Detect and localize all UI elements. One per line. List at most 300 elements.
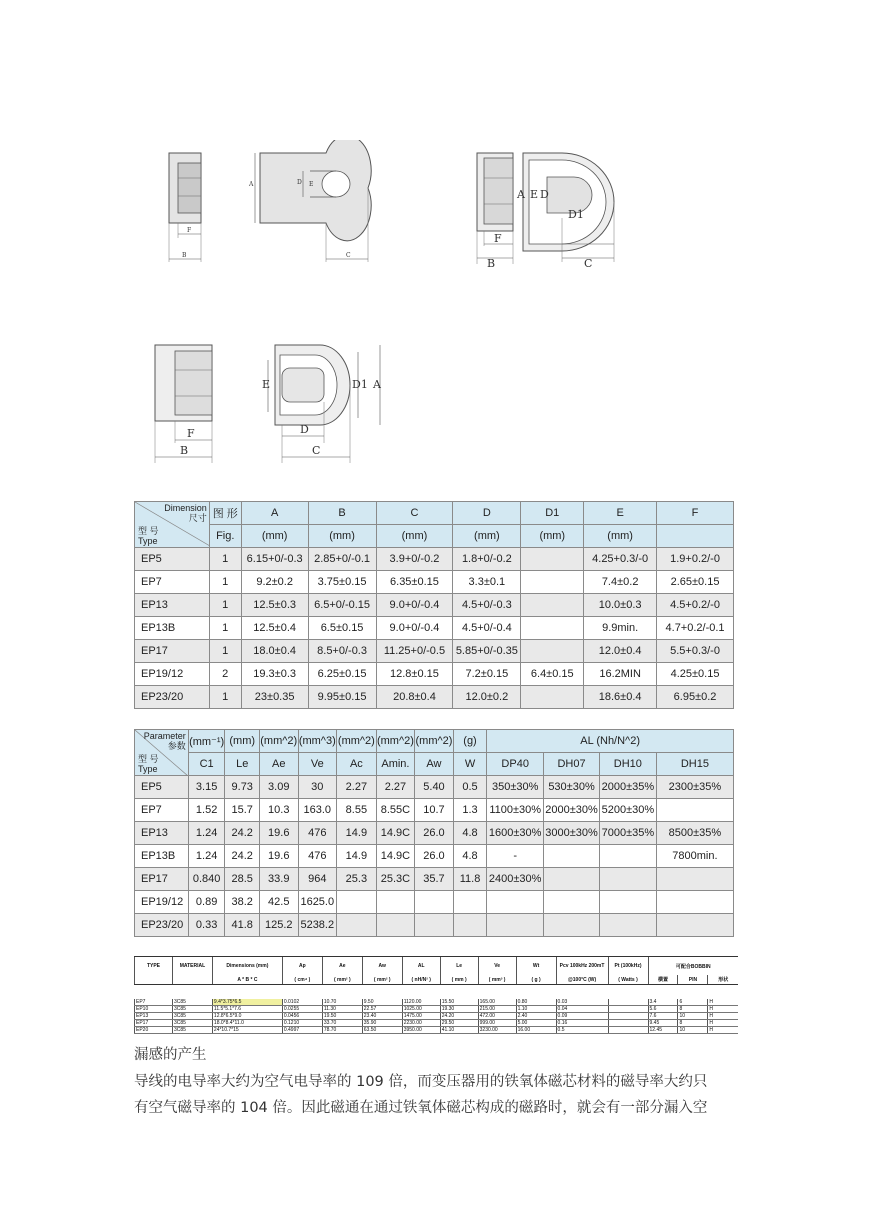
value-cell: 11.25+0/-0.5 [376, 640, 453, 663]
value-cell: 3.9+0/-0.2 [376, 548, 453, 571]
spec-table [134, 956, 738, 1034]
subheader-cell: Ae [259, 753, 298, 776]
value-cell: 7.4±0.2 [584, 571, 657, 594]
fig-subheader: Fig. [209, 525, 241, 548]
value-cell: 33.9 [259, 868, 298, 891]
spec-cell: 9.45 [648, 1020, 678, 1027]
spec-subheader-cell [172, 975, 212, 985]
spec-cell: H [708, 1020, 738, 1027]
value-cell: 7800min. [656, 845, 733, 868]
value-cell: 3.15 [188, 776, 225, 799]
value-cell: 19.6 [259, 822, 298, 845]
dim-f-label: F [187, 427, 195, 440]
value-cell: 7.2±0.15 [453, 663, 521, 686]
table-row [135, 1020, 739, 1027]
ep-core-drawing-fig2 [470, 140, 630, 270]
spec-header-cell: MATERIAL [172, 957, 212, 976]
value-cell: 12.0±0.4 [584, 640, 657, 663]
value-cell: 476 [298, 845, 337, 868]
value-cell: 5.85+0/-0.35 [453, 640, 521, 663]
value-cell: 11.8 [453, 868, 487, 891]
spec-table-body [135, 999, 739, 1034]
spec-cell: 0.1210 [282, 1020, 322, 1027]
value-cell: 23±0.35 [241, 686, 308, 709]
value-cell [376, 914, 415, 937]
value-cell: 2.65±0.15 [657, 571, 734, 594]
value-cell: 1.24 [188, 822, 225, 845]
value-cell: 2000±35% [599, 776, 656, 799]
value-cell: 1600±30% [487, 822, 544, 845]
spec-cell: 33.70 [322, 1020, 362, 1027]
unit-cell: (mm) [241, 525, 308, 548]
spec-cell: 9.50 [362, 999, 402, 1006]
value-cell: 30 [298, 776, 337, 799]
value-cell: 1.52 [188, 799, 225, 822]
subheader-cell: DH10 [599, 753, 656, 776]
value-cell: 9.9min. [584, 617, 657, 640]
fig-cell: 1 [209, 686, 241, 709]
unit-cell: (mm^2) [415, 730, 454, 753]
dim-d1-label: D1 [352, 378, 368, 391]
value-cell [521, 548, 584, 571]
value-cell: 9.0+0/-0.4 [376, 594, 453, 617]
spec-cell: 10 [678, 1027, 708, 1034]
fig-cell: 1 [209, 571, 241, 594]
subheader-cell: W [453, 753, 487, 776]
spec-cell [608, 1020, 648, 1027]
value-cell: 0.89 [188, 891, 225, 914]
value-cell: 9.2±0.2 [241, 571, 308, 594]
value-cell: 6.25±0.15 [308, 663, 376, 686]
value-cell: 9.95±0.15 [308, 686, 376, 709]
value-cell [521, 594, 584, 617]
value-cell: 19.6 [259, 845, 298, 868]
value-cell [599, 868, 656, 891]
value-cell: 25.3C [376, 868, 415, 891]
corner-top-label: Parameter 参数 [143, 731, 186, 751]
spec-cell: 5.00 [516, 1020, 556, 1027]
dim-c-label: C [584, 257, 593, 270]
value-cell: 14.9C [376, 822, 415, 845]
value-cell: 18.6±0.4 [584, 686, 657, 709]
value-cell: 28.5 [225, 868, 260, 891]
spec-cell [608, 1006, 648, 1013]
value-cell [656, 799, 733, 822]
table-row [135, 548, 734, 571]
table-row [135, 799, 734, 822]
value-cell: 25.3 [337, 868, 377, 891]
table-row [135, 594, 734, 617]
value-cell [487, 891, 544, 914]
col-header: D [453, 502, 521, 525]
spec-cell: 10 [678, 1013, 708, 1020]
spec-cell: 16.00 [516, 1027, 556, 1034]
dim-d1-label: D1 [568, 208, 584, 221]
value-cell: 7000±35% [599, 822, 656, 845]
value-cell: 4.8 [453, 845, 487, 868]
spec-cell: 12.45 [648, 1027, 678, 1034]
value-cell: 35.7 [415, 868, 454, 891]
spec-subheader-cell: ( Watts ) [608, 975, 648, 985]
table-row [135, 845, 734, 868]
type-cell: EP13 [135, 594, 210, 617]
spec-cell: 3C85 [172, 1006, 212, 1013]
value-cell: 14.9 [337, 845, 377, 868]
value-cell: 14.9 [337, 822, 377, 845]
value-cell: 16.2MIN [584, 663, 657, 686]
table-row [135, 663, 734, 686]
value-cell: 12.5±0.3 [241, 594, 308, 617]
value-cell: 26.0 [415, 822, 454, 845]
dim-a-label: A [249, 181, 254, 188]
spec-cell: 2230.00 [402, 1020, 440, 1027]
value-cell [544, 914, 600, 937]
value-cell: 12.5±0.4 [241, 617, 308, 640]
table-row [135, 868, 734, 891]
value-cell: 4.5+0/-0.4 [453, 617, 521, 640]
type-cell: EP5 [135, 776, 189, 799]
fig-cell: 1 [209, 594, 241, 617]
value-cell: 6.15+0/-0.3 [241, 548, 308, 571]
table-row [135, 891, 734, 914]
unit-cell: (mm^3) [298, 730, 337, 753]
table-row [135, 1006, 739, 1013]
subheader-cell: Le [225, 753, 260, 776]
spec-cell: 63.50 [362, 1027, 402, 1034]
value-cell: 8500±35% [656, 822, 733, 845]
spec-header-cell: Pcv 100kHz 200mT [556, 957, 608, 976]
spec-cell: 2.40 [516, 1013, 556, 1020]
value-cell: 0.33 [188, 914, 225, 937]
parameter-table-body [135, 776, 734, 937]
ep-core-drawing-fig3 [140, 330, 400, 470]
spec-cell: 3C85 [172, 1027, 212, 1034]
value-cell: 14.9C [376, 845, 415, 868]
fig-header: 图 形 [209, 502, 241, 525]
spec-cell: EP20 [135, 1027, 173, 1034]
ep-core-drawing-fig1 [160, 140, 400, 270]
spec-subheader-cell: 横置 [648, 975, 678, 985]
spec-cell: H [708, 1006, 738, 1013]
value-cell [599, 914, 656, 937]
dim-e-label: E [530, 188, 539, 201]
value-cell: 24.2 [225, 845, 260, 868]
subheader-cell: Amin. [376, 753, 415, 776]
spec-subheader-cell: 形状 [708, 975, 738, 985]
value-cell [376, 891, 415, 914]
spec-cell: 19.50 [322, 1013, 362, 1020]
dim-c-label: C [312, 444, 321, 457]
table-row [135, 822, 734, 845]
col-header: F [657, 502, 734, 525]
value-cell: 10.3 [259, 799, 298, 822]
spec-subheader-cell [135, 975, 173, 985]
col-header: D1 [521, 502, 584, 525]
dim-b-label: B [487, 257, 496, 270]
spec-subheader-cell: ( g ) [516, 975, 556, 985]
type-cell: EP7 [135, 571, 210, 594]
value-cell: 6.5+0/-0.15 [308, 594, 376, 617]
value-cell: 12.8±0.15 [376, 663, 453, 686]
section-heading: 漏感的产生 [134, 1047, 207, 1063]
unit-cell: (mm^2) [259, 730, 298, 753]
value-cell [656, 914, 733, 937]
dim-c-label: C [346, 252, 351, 259]
paragraph-line: 导线的电导率大约为空气电导率的 109 倍，而变压器用的铁氧体磁芯材料的磁导率大约只 [134, 1074, 708, 1090]
fig-cell: 1 [209, 548, 241, 571]
spec-cell: 1025.00 [402, 1006, 440, 1013]
type-cell: EP13B [135, 617, 210, 640]
spec-header-cell: Ae [322, 957, 362, 976]
value-cell: 0.5 [453, 776, 487, 799]
subheader-cell: Ac [337, 753, 377, 776]
value-cell [656, 868, 733, 891]
table-row [135, 617, 734, 640]
dim-d-label: D [297, 179, 302, 186]
spec-cell: 0.0456 [282, 1013, 322, 1020]
value-cell: 2.27 [337, 776, 377, 799]
subheader-cell: C1 [188, 753, 225, 776]
value-cell: 1625.0 [298, 891, 337, 914]
value-cell [453, 914, 487, 937]
paragraph-line: 有空气磁导率的 104 倍。因此磁通在通过铁氧体磁芯构成的磁路时，就会有一部分漏入空 [134, 1100, 708, 1116]
value-cell: 2300±35% [656, 776, 733, 799]
value-cell [521, 640, 584, 663]
value-cell: 4.25±0.15 [657, 663, 734, 686]
col-header: B [308, 502, 376, 525]
value-cell: 2.27 [376, 776, 415, 799]
value-cell [544, 891, 600, 914]
spec-cell: 35.90 [362, 1020, 402, 1027]
value-cell: 6.35±0.15 [376, 571, 453, 594]
spec-header-cell: TYPE [135, 957, 173, 976]
type-cell: EP17 [135, 640, 210, 663]
table2-corner-header [135, 730, 189, 776]
unit-cell: (mm^2) [337, 730, 377, 753]
value-cell: 26.0 [415, 845, 454, 868]
spec-cell: 3230.00 [478, 1027, 516, 1034]
spec-cell: 18.0*8.4*11.0 [212, 1020, 282, 1027]
subheader-cell: Aw [415, 753, 454, 776]
value-cell: 10.7 [415, 799, 454, 822]
corner-top-label: Dimension 尺寸 [164, 503, 207, 523]
spec-cell: 11.5*5.1*7.6 [212, 1006, 282, 1013]
spec-cell: 0.5 [556, 1027, 608, 1034]
value-cell: 8.55C [376, 799, 415, 822]
spec-cell: 8 [678, 1020, 708, 1027]
spec-cell: 1.10 [516, 1006, 556, 1013]
spec-cell: 8 [678, 1006, 708, 1013]
al-header: AL (Nh/N^2) [487, 730, 734, 753]
spec-cell: 29.50 [440, 1020, 478, 1027]
value-cell [487, 914, 544, 937]
unit-cell: (mm) [521, 525, 584, 548]
spec-cell: EP13 [135, 1013, 173, 1020]
value-cell: 6.4±0.15 [521, 663, 584, 686]
corner-bottom-label: 型 号 Type [138, 754, 159, 774]
value-cell: 9.73 [225, 776, 260, 799]
value-cell: 2400±30% [487, 868, 544, 891]
value-cell: 4.25+0.3/-0 [584, 548, 657, 571]
col-header: C [376, 502, 453, 525]
value-cell [544, 845, 600, 868]
spec-cell: 0.0255 [282, 1006, 322, 1013]
value-cell: 3.3±0.1 [453, 571, 521, 594]
value-cell [415, 914, 454, 937]
value-cell [337, 891, 377, 914]
spec-cell: H [708, 999, 738, 1006]
type-cell: EP19/12 [135, 663, 210, 686]
dim-d-label: D [300, 423, 309, 436]
value-cell: 2.85+0/-0.1 [308, 548, 376, 571]
spec-cell: 9.4*3.75*6.5 [212, 999, 282, 1006]
spec-header-cell: 可配合BOBBIN [648, 957, 738, 976]
value-cell: 1100±30% [487, 799, 544, 822]
spec-subheader-cell: @100°C (W) [556, 975, 608, 985]
value-cell: 5200±30% [599, 799, 656, 822]
value-cell: 9.0+0/-0.4 [376, 617, 453, 640]
spec-header-row [135, 957, 739, 976]
spec-cell: 3C85 [172, 1020, 212, 1027]
value-cell: 4.8 [453, 822, 487, 845]
spec-cell: 11.30 [322, 1006, 362, 1013]
dimension-table [134, 501, 734, 709]
spec-cell: 165.00 [478, 999, 516, 1006]
fig-cell: 1 [209, 617, 241, 640]
spec-cell: 6 [678, 999, 708, 1006]
unit-cell: (mm⁻¹) [188, 730, 225, 753]
spec-header-cell: Le [440, 957, 478, 976]
value-cell: 6.5±0.15 [308, 617, 376, 640]
value-cell: 964 [298, 868, 337, 891]
spec-cell: 41.10 [440, 1027, 478, 1034]
value-cell: 3.09 [259, 776, 298, 799]
value-cell: 38.2 [225, 891, 260, 914]
value-cell: 42.5 [259, 891, 298, 914]
unit-cell: (mm) [453, 525, 521, 548]
dim-b-label: B [180, 444, 189, 457]
table-row [135, 914, 734, 937]
spec-subheader-cell: ( mm² ) [322, 975, 362, 985]
value-cell: 350±30% [487, 776, 544, 799]
dim-b-label: B [182, 252, 187, 259]
table1-corner-header [135, 502, 210, 548]
unit-cell: (mm^2) [376, 730, 415, 753]
parameter-subheader-row [135, 753, 734, 776]
value-cell [521, 617, 584, 640]
spec-subheader-cell: ( cm⁴ ) [282, 975, 322, 985]
spec-cell: 215.00 [478, 1006, 516, 1013]
spec-header-cell: Ve [478, 957, 516, 976]
spec-header-cell: Pt (100kHz) [608, 957, 648, 976]
value-cell [656, 891, 733, 914]
spec-cell: 10.70 [322, 999, 362, 1006]
dim-e-label: E [309, 181, 314, 188]
value-cell: 1.3 [453, 799, 487, 822]
dim-f-label: F [187, 227, 192, 234]
value-cell: 5.5+0.3/-0 [657, 640, 734, 663]
fig-cell: 2 [209, 663, 241, 686]
spec-cell: 24.20 [440, 1013, 478, 1020]
type-cell: EP23/20 [135, 914, 189, 937]
col-header: A [241, 502, 308, 525]
value-cell [521, 686, 584, 709]
spec-cell: EP7 [135, 999, 173, 1006]
spec-cell: 0.0102 [282, 999, 322, 1006]
spec-subheader-cell: ( mm² ) [362, 975, 402, 985]
type-cell: EP19/12 [135, 891, 189, 914]
spec-cell: H [708, 1027, 738, 1034]
value-cell: 5238.2 [298, 914, 337, 937]
spec-header-cell: AL [402, 957, 440, 976]
unit-cell: (mm) [376, 525, 453, 548]
value-cell: 18.0±0.4 [241, 640, 308, 663]
spec-cell: 24*10.7*15 [212, 1027, 282, 1034]
type-cell: EP23/20 [135, 686, 210, 709]
spec-cell [608, 1013, 648, 1020]
value-cell: 1.8+0/-0.2 [453, 548, 521, 571]
unit-cell: (mm) [584, 525, 657, 548]
spec-cell [608, 1027, 648, 1034]
spec-subheader-row [135, 975, 739, 985]
unit-cell: (g) [453, 730, 487, 753]
spec-cell: 999.00 [478, 1020, 516, 1027]
spec-cell: 22.57 [362, 1006, 402, 1013]
type-cell: EP7 [135, 799, 189, 822]
spec-header-cell: Wt [516, 957, 556, 976]
dimension-table-body [135, 548, 734, 709]
value-cell: - [487, 845, 544, 868]
spec-subheader-cell: PIN [678, 975, 708, 985]
corner-bottom-label: 型 号 Type [138, 526, 159, 546]
spec-header-cell: Dimensions (mm) [212, 957, 282, 976]
spec-cell: 19.30 [440, 1006, 478, 1013]
spec-subheader-cell: A * B * C [212, 975, 282, 985]
col-header: E [584, 502, 657, 525]
spec-cell: EP17 [135, 1020, 173, 1027]
value-cell: 6.95±0.2 [657, 686, 734, 709]
table-row [135, 686, 734, 709]
value-cell: 5.40 [415, 776, 454, 799]
spec-cell: 78.70 [322, 1027, 362, 1034]
spec-cell: 1120.00 [402, 999, 440, 1006]
value-cell: 3000±30% [544, 822, 600, 845]
dim-f-label: F [494, 232, 502, 245]
value-cell: 3.75±0.15 [308, 571, 376, 594]
value-cell [337, 914, 377, 937]
value-cell: 0.840 [188, 868, 225, 891]
value-cell [544, 868, 600, 891]
spec-cell: 3950.00 [402, 1027, 440, 1034]
type-cell: EP5 [135, 548, 210, 571]
value-cell: 476 [298, 822, 337, 845]
value-cell: 12.0±0.2 [453, 686, 521, 709]
subheader-cell: DP40 [487, 753, 544, 776]
spec-cell: 0.16 [556, 1020, 608, 1027]
value-cell: 163.0 [298, 799, 337, 822]
type-cell: EP13B [135, 845, 189, 868]
value-cell: 530±30% [544, 776, 600, 799]
unit-cell: (mm) [225, 730, 260, 753]
value-cell: 15.7 [225, 799, 260, 822]
spec-cell: 0.80 [516, 999, 556, 1006]
spec-subheader-cell: ( mm³ ) [478, 975, 516, 985]
value-cell [599, 845, 656, 868]
unit-cell: (mm) [308, 525, 376, 548]
parameter-table [134, 729, 734, 937]
spec-subheader-cell: ( mm ) [440, 975, 478, 985]
value-cell: 10.0±0.3 [584, 594, 657, 617]
